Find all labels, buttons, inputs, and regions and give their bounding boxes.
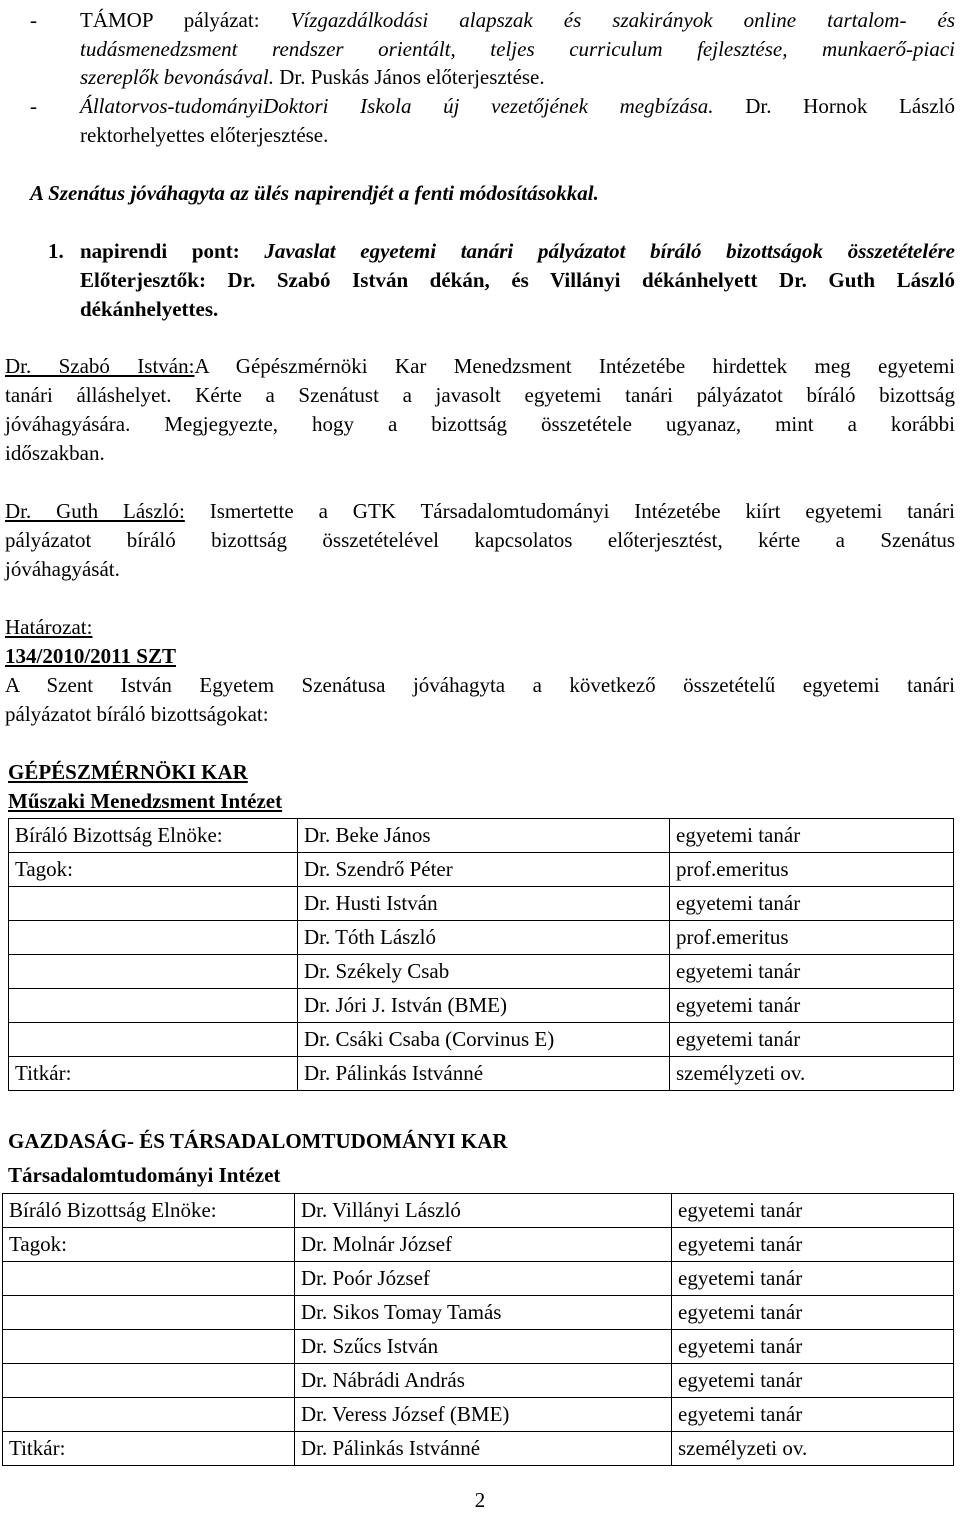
cell-title: egyetemi tanár: [672, 1194, 954, 1228]
cell-role: Titkár:: [3, 1432, 295, 1466]
cell-name: Dr. Pálinkás Istvánné: [298, 1057, 670, 1091]
speaker-guth: Dr. Guth László:: [5, 499, 185, 523]
szabo-line-3: jóváhagyására. Megjegyezte, hogy a bizottság összetétele ugyanaz, mint a korábbi: [5, 412, 955, 436]
cell-role: [9, 1023, 298, 1057]
cell-name: Dr. Csáki Csaba (Corvinus E): [298, 1023, 670, 1057]
faculty-heading: GAZDASÁG- ÉS TÁRSADALOMTUDOMÁNYI KAR: [8, 1129, 508, 1153]
agenda-presenters: Előterjesztők: Dr. Szabó István dékán, és Villányi dékánhelyett Dr. Guth László: [80, 268, 955, 292]
szabo-line-4: időszakban.: [5, 441, 105, 465]
guth-line-3: jóváhagyását.: [5, 557, 120, 581]
szabo-text-1: A Gépészmérnöki Kar Menedzsment Intézetébe hirdettek meg egyetemi: [194, 354, 955, 378]
cell-title: egyetemi tanár: [672, 1330, 954, 1364]
table-row: [3, 1228, 954, 1262]
table-row: [9, 1023, 954, 1057]
cell-title: egyetemi tanár: [670, 955, 954, 989]
cell-title: prof.emeritus: [670, 853, 954, 887]
cell-name: Dr. Molnár József: [295, 1228, 672, 1262]
approval-statement: A Szenátus jóváhagyta az ülés napirendjét a fenti módosításokkal.: [30, 181, 599, 205]
cell-title: személyzeti ov.: [670, 1057, 954, 1091]
table-row: [9, 887, 954, 921]
cell-name: Dr. Jóri J. István (BME): [298, 989, 670, 1023]
cell-role: [3, 1398, 295, 1432]
table-row: [9, 853, 954, 887]
table-row: [3, 1364, 954, 1398]
cell-name: Dr. Pálinkás Istvánné: [295, 1432, 672, 1466]
cell-name: Dr. Szűcs István: [295, 1330, 672, 1364]
faculty-heading: GÉPÉSZMÉRNÖKI KAR: [8, 760, 248, 784]
resolution-line-2: pályázatot bíráló bizottságokat:: [5, 702, 269, 726]
cell-name: Dr. Nábrádi András: [295, 1364, 672, 1398]
cell-role: Bíráló Bizottság Elnöke:: [3, 1194, 295, 1228]
cell-role: Tagok:: [9, 853, 298, 887]
szabo-line-2: tanári álláshelyet. Kérte a Szenátust a javasolt egyetemi tanári pályázatot bíráló bizottság: [5, 383, 955, 407]
bullet-1-line-2: tudásmenedzsment rendszer orientált, teljes curriculum fejlesztése, munkaerő-piaci: [80, 37, 955, 61]
szabo-line-1: [5, 352, 955, 381]
table-row: [3, 1296, 954, 1330]
cell-role: [9, 921, 298, 955]
cell-name: Dr. Sikos Tomay Tamás: [295, 1296, 672, 1330]
cell-role: Titkár:: [9, 1057, 298, 1091]
table-row: [9, 921, 954, 955]
resolution-label: Határozat:: [5, 615, 93, 639]
cell-role: [3, 1330, 295, 1364]
cell-name: Dr. Székely Csab: [298, 955, 670, 989]
bullet-1-title-part-1: Vízgazdálkodási alapszak és szakirányok online tartalom- és: [290, 8, 955, 32]
agenda-title: Javaslat egyetemi tanári pályázatot bíráló bizottságok összetételére: [264, 239, 956, 263]
cell-role: [3, 1296, 295, 1330]
table-row: [3, 1330, 954, 1364]
cell-title: egyetemi tanár: [670, 1023, 954, 1057]
cell-title: prof.emeritus: [670, 921, 954, 955]
table-row: [3, 1398, 954, 1432]
cell-role: [9, 989, 298, 1023]
cell-name: Dr. Veress József (BME): [295, 1398, 672, 1432]
agenda-label: napirendi pont:: [80, 239, 265, 263]
bullet-2-line-2: rektorhelyettes előterjesztése.: [80, 123, 329, 147]
committee-table: [8, 818, 954, 1091]
cell-name: Dr. Tóth László: [298, 921, 670, 955]
cell-role: [9, 887, 298, 921]
resolution-line-1: A Szent István Egyetem Szenátusa jóváhagyta a következő összetételű egyetemi tanári: [5, 673, 955, 697]
bullet-dash: -: [30, 94, 37, 118]
committee-table: [2, 1193, 954, 1466]
bullet-2-title: Állatorvos-tudományiDoktori Iskola új vezetőjének megbízása.: [80, 94, 714, 118]
guth-line-1: [5, 497, 955, 526]
bullet-1-prefix: TÁMOP pályázat:: [80, 8, 291, 32]
bullet-2-line-1: [80, 92, 955, 121]
cell-title: egyetemi tanár: [670, 887, 954, 921]
cell-title: egyetemi tanár: [672, 1262, 954, 1296]
cell-title: személyzeti ov.: [672, 1432, 954, 1466]
cell-name: Dr. Poór József: [295, 1262, 672, 1296]
cell-role: [3, 1262, 295, 1296]
cell-title: egyetemi tanár: [672, 1364, 954, 1398]
table-row: [9, 819, 954, 853]
bullet-1-line-3: [80, 63, 545, 92]
cell-title: egyetemi tanár: [672, 1398, 954, 1432]
guth-text-1: Ismertette a GTK Társadalomtudományi Intézetébe kiírt egyetemi tanári: [184, 499, 955, 523]
table-row: [3, 1194, 954, 1228]
cell-title: egyetemi tanár: [672, 1228, 954, 1262]
cell-title: egyetemi tanár: [670, 819, 954, 853]
table-row: [9, 955, 954, 989]
bullet-2-presenter: Dr. Hornok László: [713, 94, 956, 118]
bullet-dash: -: [30, 8, 37, 32]
page-number: 2: [474, 1488, 486, 1512]
bullet-1-title-part-3: szereplők bevonásával.: [80, 65, 275, 89]
bullet-1-presenter: Dr. Puskás János előterjesztése.: [274, 65, 545, 89]
agenda-presenters-cont: dékánhelyettes.: [80, 297, 219, 321]
cell-role: Bíráló Bizottság Elnöke:: [9, 819, 298, 853]
speaker-szabo: Dr. Szabó István:: [5, 354, 195, 378]
cell-title: egyetemi tanár: [670, 989, 954, 1023]
cell-name: Dr. Husti István: [298, 887, 670, 921]
institute-heading: Társadalomtudományi Intézet: [8, 1163, 281, 1187]
cell-role: [3, 1364, 295, 1398]
institute-heading: Műszaki Menedzsment Intézet: [8, 789, 283, 813]
cell-name: Dr. Villányi László: [295, 1194, 672, 1228]
table-row: [9, 1057, 954, 1091]
cell-role: Tagok:: [3, 1228, 295, 1262]
agenda-title-line: [80, 237, 955, 266]
guth-line-2: pályázatot bíráló bizottság összetételével kapcsolatos előterjesztést, kérte a Szenátus: [5, 528, 955, 552]
table-row: [3, 1432, 954, 1466]
agenda-number: 1.: [48, 239, 64, 263]
bullet-1-line-1: [80, 6, 955, 35]
cell-name: Dr. Beke János: [298, 819, 670, 853]
table-row: [9, 989, 954, 1023]
cell-title: egyetemi tanár: [672, 1296, 954, 1330]
cell-name: Dr. Szendrő Péter: [298, 853, 670, 887]
table-row: [3, 1262, 954, 1296]
resolution-number: 134/2010/2011 SZT: [5, 644, 176, 668]
cell-role: [9, 955, 298, 989]
